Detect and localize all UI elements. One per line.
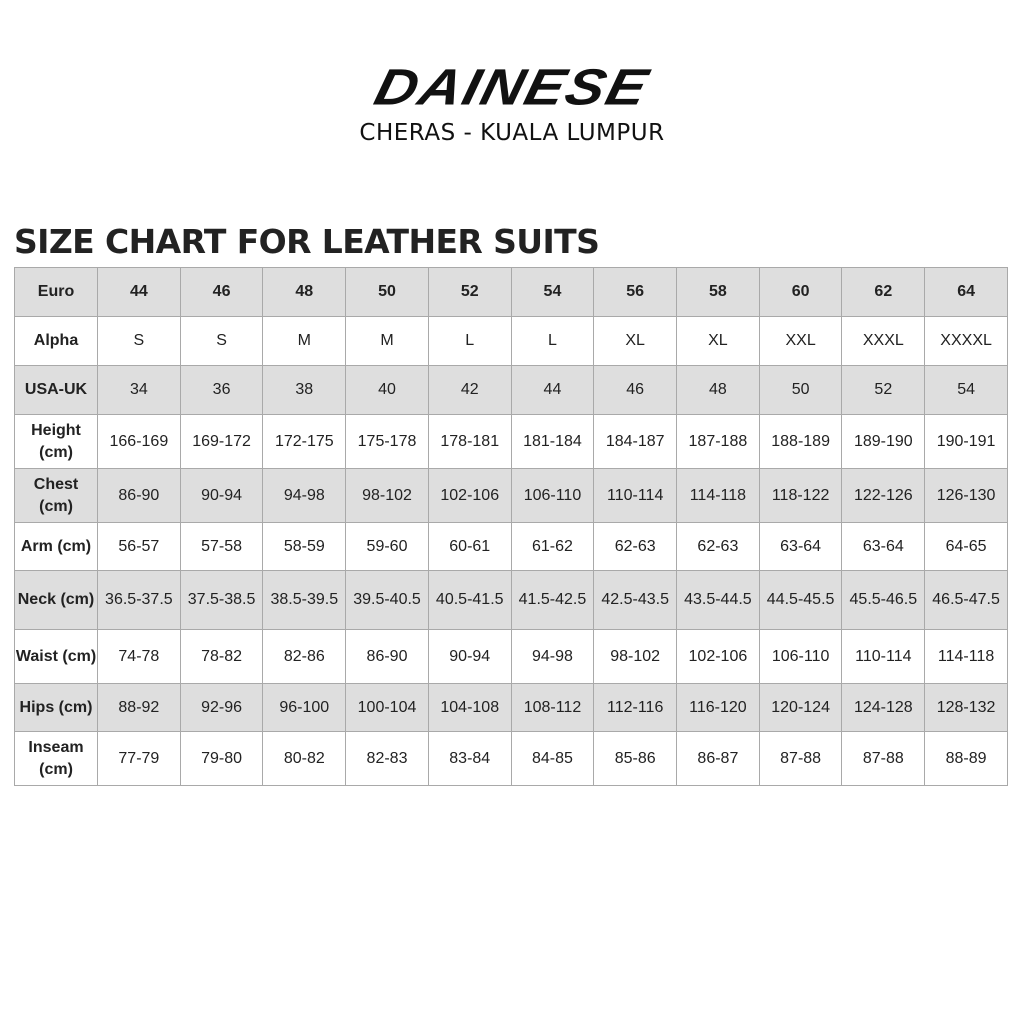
size-chart-body [15, 268, 1008, 786]
table-cell: 188-189 [759, 415, 842, 469]
table-cell: 102-106 [428, 469, 511, 523]
table-cell: 106-110 [511, 469, 594, 523]
table-cell: 181-184 [511, 415, 594, 469]
table-cell: 64-65 [925, 523, 1008, 571]
table-cell: 62 [842, 268, 925, 317]
table-cell: 36.5-37.5 [98, 571, 181, 630]
table-cell: 46 [594, 366, 677, 415]
table-cell: 54 [511, 268, 594, 317]
table-row [15, 684, 1008, 732]
page-title: SIZE CHART FOR LEATHER SUITS [14, 222, 600, 261]
table-cell: 61-62 [511, 523, 594, 571]
table-cell: 40 [346, 366, 429, 415]
row-header: Euro [15, 268, 98, 317]
row-header: Height (cm) [15, 415, 98, 469]
table-cell: XXXL [842, 317, 925, 366]
table-cell: 86-90 [98, 469, 181, 523]
table-cell: 189-190 [842, 415, 925, 469]
table-cell: S [180, 317, 263, 366]
table-cell: 178-181 [428, 415, 511, 469]
table-cell: 38.5-39.5 [263, 571, 346, 630]
row-header: Arm (cm) [15, 523, 98, 571]
table-cell: 90-94 [180, 469, 263, 523]
table-cell: 114-118 [677, 469, 760, 523]
table-cell: 83-84 [428, 732, 511, 786]
table-row [15, 732, 1008, 786]
table-cell: 52 [428, 268, 511, 317]
table-cell: 124-128 [842, 684, 925, 732]
table-cell: 44.5-45.5 [759, 571, 842, 630]
table-cell: 108-112 [511, 684, 594, 732]
table-cell: 88-92 [98, 684, 181, 732]
table-cell: XXL [759, 317, 842, 366]
table-cell: 40.5-41.5 [428, 571, 511, 630]
row-header: Chest (cm) [15, 469, 98, 523]
row-header: Inseam (cm) [15, 732, 98, 786]
table-cell: 184-187 [594, 415, 677, 469]
table-row [15, 268, 1008, 317]
table-cell: 58-59 [263, 523, 346, 571]
table-cell: 80-82 [263, 732, 346, 786]
table-cell: 62-63 [594, 523, 677, 571]
table-cell: 58 [677, 268, 760, 317]
table-cell: 116-120 [677, 684, 760, 732]
table-cell: 36 [180, 366, 263, 415]
table-cell: 90-94 [428, 630, 511, 684]
table-cell: 96-100 [263, 684, 346, 732]
table-cell: 45.5-46.5 [842, 571, 925, 630]
table-cell: 85-86 [594, 732, 677, 786]
table-cell: 88-89 [925, 732, 1008, 786]
row-header: USA-UK [15, 366, 98, 415]
table-cell: 50 [346, 268, 429, 317]
table-cell: 175-178 [346, 415, 429, 469]
table-cell: 114-118 [925, 630, 1008, 684]
table-cell: 41.5-42.5 [511, 571, 594, 630]
table-row [15, 630, 1008, 684]
table-cell: 169-172 [180, 415, 263, 469]
table-cell: 166-169 [98, 415, 181, 469]
table-cell: 50 [759, 366, 842, 415]
table-cell: 46.5-47.5 [925, 571, 1008, 630]
table-cell: 87-88 [842, 732, 925, 786]
store-location: CHERAS - KUALA LUMPUR [359, 120, 665, 146]
table-cell: 63-64 [759, 523, 842, 571]
table-row [15, 317, 1008, 366]
table-cell: XL [594, 317, 677, 366]
table-cell: 82-86 [263, 630, 346, 684]
table-cell: 79-80 [180, 732, 263, 786]
table-cell: 59-60 [346, 523, 429, 571]
dainese-logo: DAINESE [369, 58, 656, 117]
table-cell: 190-191 [925, 415, 1008, 469]
table-cell: 126-130 [925, 469, 1008, 523]
table-cell: 104-108 [428, 684, 511, 732]
table-cell: 112-116 [594, 684, 677, 732]
table-cell: 102-106 [677, 630, 760, 684]
table-cell: 78-82 [180, 630, 263, 684]
size-chart-table [14, 267, 1008, 786]
table-cell: 34 [98, 366, 181, 415]
table-cell: 122-126 [842, 469, 925, 523]
row-header: Neck (cm) [15, 571, 98, 630]
table-cell: 187-188 [677, 415, 760, 469]
table-cell: 82-83 [346, 732, 429, 786]
table-cell: 42.5-43.5 [594, 571, 677, 630]
table-cell: 92-96 [180, 684, 263, 732]
table-cell: 86-87 [677, 732, 760, 786]
row-header: Alpha [15, 317, 98, 366]
table-cell: 110-114 [594, 469, 677, 523]
table-cell: L [428, 317, 511, 366]
table-cell: 100-104 [346, 684, 429, 732]
table-cell: L [511, 317, 594, 366]
table-cell: 74-78 [98, 630, 181, 684]
table-cell: 86-90 [346, 630, 429, 684]
table-cell: 84-85 [511, 732, 594, 786]
table-cell: 39.5-40.5 [346, 571, 429, 630]
table-cell: 37.5-38.5 [180, 571, 263, 630]
table-cell: 110-114 [842, 630, 925, 684]
table-cell: M [346, 317, 429, 366]
table-cell: 120-124 [759, 684, 842, 732]
table-cell: 56 [594, 268, 677, 317]
table-cell: XXXXL [925, 317, 1008, 366]
table-cell: 106-110 [759, 630, 842, 684]
table-cell: 44 [98, 268, 181, 317]
table-cell: 87-88 [759, 732, 842, 786]
table-row [15, 415, 1008, 469]
table-cell: 63-64 [842, 523, 925, 571]
table-cell: 94-98 [263, 469, 346, 523]
table-cell: 52 [842, 366, 925, 415]
table-cell: 118-122 [759, 469, 842, 523]
table-cell: 42 [428, 366, 511, 415]
table-cell: 46 [180, 268, 263, 317]
table-cell: XL [677, 317, 760, 366]
table-cell: 44 [511, 366, 594, 415]
table-row [15, 469, 1008, 523]
table-cell: 57-58 [180, 523, 263, 571]
table-cell: 172-175 [263, 415, 346, 469]
table-cell: 94-98 [511, 630, 594, 684]
table-cell: 54 [925, 366, 1008, 415]
table-cell: S [98, 317, 181, 366]
table-row [15, 523, 1008, 571]
table-cell: 48 [677, 366, 760, 415]
table-cell: 60 [759, 268, 842, 317]
table-cell: 64 [925, 268, 1008, 317]
table-cell: 98-102 [594, 630, 677, 684]
table-cell: 62-63 [677, 523, 760, 571]
table-cell: 98-102 [346, 469, 429, 523]
row-header: Hips (cm) [15, 684, 98, 732]
table-row [15, 366, 1008, 415]
table-row [15, 571, 1008, 630]
table-cell: 56-57 [98, 523, 181, 571]
table-cell: 128-132 [925, 684, 1008, 732]
brand-header [0, 58, 1024, 146]
table-cell: 48 [263, 268, 346, 317]
table-cell: 43.5-44.5 [677, 571, 760, 630]
table-cell: M [263, 317, 346, 366]
table-cell: 60-61 [428, 523, 511, 571]
table-cell: 38 [263, 366, 346, 415]
table-cell: 77-79 [98, 732, 181, 786]
row-header: Waist (cm) [15, 630, 98, 684]
